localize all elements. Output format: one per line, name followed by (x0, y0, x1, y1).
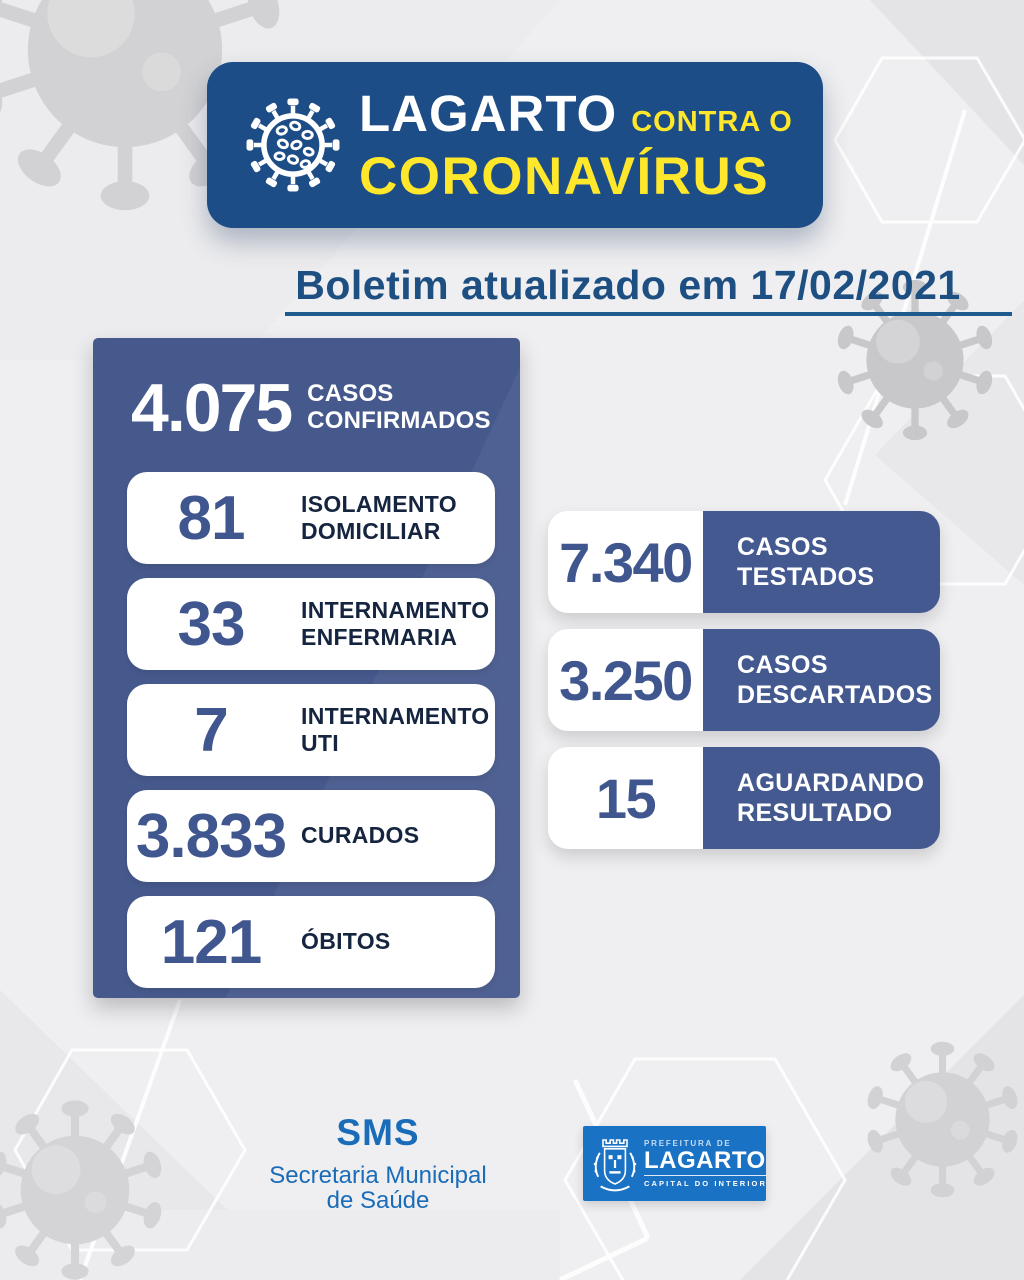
stat-label (703, 511, 940, 613)
stat-label-line1: ISOLAMENTO (301, 490, 457, 517)
sms-line2: de Saúde (326, 1187, 430, 1215)
stat-label-line2: TESTADOS (737, 563, 875, 591)
confirmed-cases-label-line2: CONFIRMADOS (307, 407, 491, 434)
stat-label-line1: INTERNAMENTO (301, 702, 490, 729)
sms-signature (262, 1112, 494, 1214)
summary-card-list (127, 472, 495, 988)
stat-card-uti (127, 684, 495, 776)
stat-label (295, 822, 419, 849)
banner-title-coronavirus: CORONAVÍRUS (359, 146, 770, 206)
testing-stats (548, 511, 940, 849)
stat-card-obitos (127, 896, 495, 988)
confirmed-cases-value: 4.075 (131, 370, 292, 446)
stat-label-line2: UTI (301, 730, 339, 756)
stat-label-line2: ENFERMARIA (301, 624, 458, 650)
sms-line1: Secretaria Municipal (269, 1162, 487, 1189)
stat-label-line1: INTERNAMENTO (301, 596, 490, 623)
confirmed-cases-headline (93, 338, 520, 454)
stat-label-line2: DOMICILIAR (301, 518, 441, 544)
banner-title-city: LAGARTO (359, 84, 618, 142)
stat-label (295, 597, 489, 651)
coronavirus-outline-icon (237, 89, 349, 201)
stat-label-line1: AGUARDANDO (737, 768, 925, 797)
logo-prefeitura-de: PREFEITURA DE (644, 1138, 732, 1148)
heading-underline (285, 312, 1012, 316)
stat-card-curados (127, 790, 495, 882)
stat-label (295, 703, 489, 757)
stat-value: 121 (160, 907, 262, 977)
stat-label-line1: ÓBITOS (301, 928, 391, 955)
stat-label (703, 629, 940, 731)
stat-label-line2: DESCARTADOS (737, 681, 933, 709)
stat-card-descartados (548, 629, 940, 731)
banner-title (359, 84, 793, 207)
sms-acronym: SMS (336, 1112, 420, 1153)
stat-value: 81 (177, 483, 245, 553)
stat-label (295, 928, 391, 955)
campaign-banner (207, 62, 823, 228)
stat-value: 3.250 (559, 648, 692, 712)
stat-value: 7.340 (559, 530, 692, 594)
stat-card-isolamento (127, 472, 495, 564)
stat-label-line2: RESULTADO (737, 799, 893, 827)
stat-card-testados (548, 511, 940, 613)
logo-lagarto: LAGARTO (644, 1146, 766, 1174)
logo-text (644, 1139, 767, 1188)
stat-value: 3.833 (135, 801, 287, 871)
stat-card-enfermaria (127, 578, 495, 670)
stat-label (703, 747, 940, 849)
stat-label (295, 491, 457, 545)
stat-value: 33 (177, 589, 245, 659)
stat-label-line1: CASOS (737, 532, 828, 561)
lagarto-coat-of-arms-icon (591, 1133, 639, 1195)
confirmed-cases-panel (93, 338, 520, 998)
lagarto-prefecture-logo (583, 1126, 766, 1201)
stat-value: 15 (595, 766, 656, 830)
confirmed-cases-label-line1: CASOS (307, 380, 394, 408)
stat-value: 7 (194, 695, 228, 765)
bulletin-date-heading: Boletim atualizado em 17/02/2021 (295, 262, 961, 308)
stat-label-line1: CURADOS (301, 822, 420, 849)
stat-label-line1: CASOS (737, 650, 828, 679)
confirmed-cases-label (307, 381, 491, 435)
banner-title-contra: CONTRA O (631, 105, 793, 138)
stat-card-aguardando (548, 747, 940, 849)
logo-capital-do-interior: CAPITAL DO INTERIOR (644, 1175, 767, 1188)
